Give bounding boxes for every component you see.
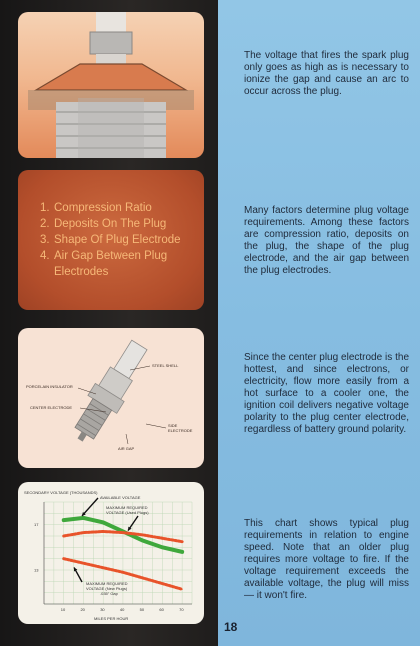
- label-center-electrode: CENTER ELECTRODE: [30, 405, 73, 410]
- x-tick-label: 70: [179, 607, 184, 612]
- x-tick-label: 40: [119, 607, 125, 612]
- voltage-chart: [18, 482, 204, 624]
- series-point: [63, 520, 64, 521]
- series-point: [182, 589, 183, 590]
- paragraph-polarity: Since the center plug electrode is the hottest, and since electrons, or electricity, flow more easily from a hot surface to a cooler one, the ignition coil delivers negative voltage polarity to the plug center electrode, regardless of battery ground polarity.: [244, 352, 409, 435]
- spark-plug-top-icon: [18, 12, 204, 158]
- list-item: 4. Air Gap Between Plug Electrodes: [40, 250, 168, 278]
- spark-plug-top-illustration: [18, 12, 204, 158]
- series-point: [103, 522, 104, 523]
- spark-plug-diagram-panel: [18, 328, 204, 468]
- series-point: [103, 531, 104, 532]
- series-point: [83, 517, 84, 518]
- label-steel-shell: STEEL SHELL: [152, 363, 179, 368]
- label-air-gap: AIR GAP: [118, 446, 135, 451]
- paragraph-factors: Many factors determine plug voltage requirements. Among these factors are compression ratio, deposits on the plug, the shape of the plug electrode, and the air gap between the plug electrodes.: [244, 205, 409, 276]
- series-point: [103, 567, 104, 568]
- paragraph-chart-explanation: This chart shows typical plug requirements in relation to engine speed. Note that an older plug requires more voltage to fire. If the voltage requirement exceeds the available voltage, the plug will miss — it won't fire.: [244, 518, 409, 601]
- x-tick-label: 50: [139, 607, 145, 612]
- series-point: [83, 532, 84, 533]
- label-side: SIDE: [168, 423, 178, 428]
- label-porcelain-insulator: PORCELAIN INSULATOR: [26, 384, 73, 389]
- series-point: [142, 534, 143, 535]
- series-point: [122, 572, 123, 573]
- x-tick-label: 10: [60, 607, 66, 612]
- factors-list: [40, 200, 181, 280]
- series-point: [63, 558, 64, 559]
- series-point: [63, 535, 64, 536]
- chart-annotation-used-1: MAXIMUM REQUIRED: [106, 505, 148, 510]
- series-point: [83, 563, 84, 564]
- series-point: [162, 583, 163, 584]
- page-number: 18: [224, 620, 238, 634]
- x-tick-label: 20: [80, 607, 85, 612]
- series-point: [122, 532, 123, 533]
- spark-plug-cutaway-icon: [18, 328, 204, 468]
- y-tick-label: 17: [34, 522, 39, 528]
- x-tick-label: 30: [100, 607, 105, 612]
- list-item: 2. Deposits On The Plug: [40, 218, 167, 230]
- series-point: [162, 547, 163, 548]
- factors-list-panel: [18, 170, 204, 310]
- series-point: [182, 541, 183, 542]
- chart-annotation-used-2: VOLTAGE (Used Plugs): [106, 510, 149, 515]
- paragraph-voltage: The voltage that fires the spark plug only goes as high as is necessary to ionize the gap and cause an arc to occur across the plug.: [244, 50, 409, 97]
- chart-annotation-new-3: .035" Gap: [100, 591, 118, 596]
- series-point: [142, 577, 143, 578]
- chart-xlabel: MILES PER HOUR: [94, 616, 129, 621]
- y-tick-label: 13: [34, 567, 39, 573]
- chart-annotation-new-2: VOLTAGE (New Plugs): [86, 586, 128, 591]
- list-item: 1. Compression Ratio: [40, 202, 152, 214]
- series-point: [142, 540, 143, 541]
- x-tick-label: 60: [159, 607, 164, 612]
- series-point: [162, 538, 163, 539]
- chart-annotation-new-1: MAXIMUM REQUIRED: [86, 581, 128, 586]
- chart-ylabel: SECONDARY VOLTAGE (THOUSANDS): [24, 490, 98, 495]
- chart-annotation-available: AVAILABLE VOLTAGE: [100, 495, 141, 500]
- list-item: 3. Shape Of Plug Electrode: [40, 234, 181, 246]
- voltage-chart-panel: [18, 482, 204, 624]
- series-point: [182, 551, 183, 552]
- label-electrode: ELECTRODE: [168, 428, 193, 433]
